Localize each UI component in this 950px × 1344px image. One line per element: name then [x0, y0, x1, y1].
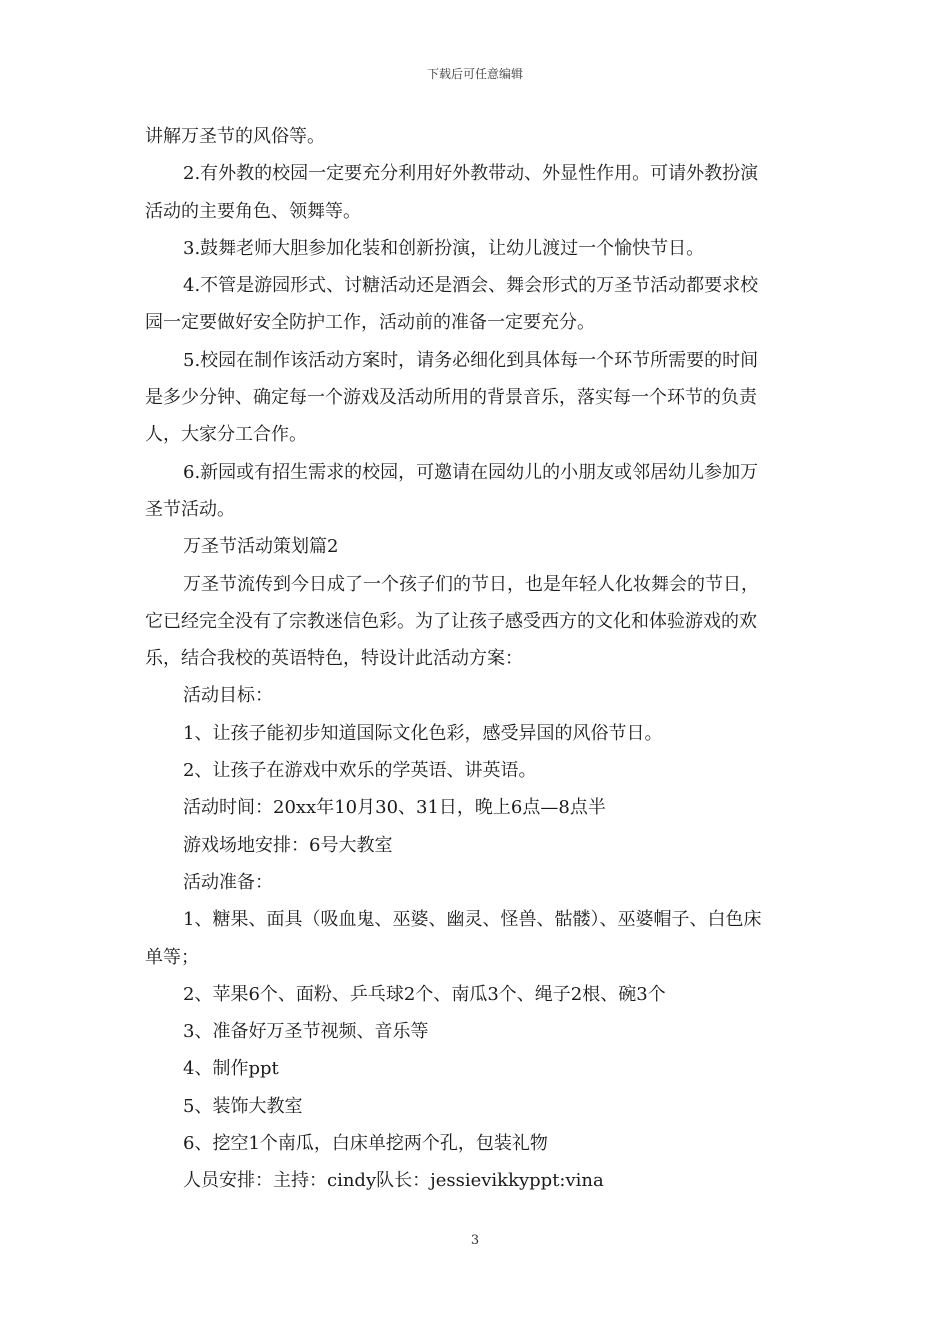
page-number: 3 — [470, 1233, 480, 1248]
text-line: 讲解万圣节的风俗等。 — [145, 126, 325, 147]
text-line: 2.有外教的校园一定要充分利用好外教带动、外显性作用。可请外教扮演 — [183, 163, 759, 185]
text-line: 2、让孩子在游戏中欢乐的学英语、讲英语。 — [183, 760, 537, 782]
text-line: 万圣节活动策划篇2 — [183, 536, 339, 558]
text-line: 单等； — [145, 946, 199, 968]
text-line: 6.新园或有招生需求的校园，可邀请在园幼儿的小朋友或邻居幼儿参加万 — [183, 461, 759, 483]
text-line: 万圣节流传到今日成了一个孩子们的节日，也是年轻人化妆舞会的节日， — [183, 573, 759, 595]
text-line: 圣节活动。 — [145, 498, 235, 520]
text-line: 6、挖空1个南瓜，白床单挖两个孔，包装礼物 — [183, 1133, 548, 1155]
text-line: 1、糖果、面具（吸血鬼、巫婆、幽灵、怪兽、骷髅）、巫婆帽子、白色床 — [183, 909, 762, 931]
text-line: 4.不管是游园形式、讨糖活动还是酒会、舞会形式的万圣节活动都要求校 — [183, 275, 759, 297]
text-line: 活动目标： — [183, 685, 273, 707]
text-line: 是多少分钟、确定每一个游戏及活动所用的背景音乐，落实每一个环节的负责 — [145, 387, 757, 409]
text-line: 活动时间：20xx年10月30、31日，晚上6点—8点半 — [183, 797, 606, 819]
text-line: 它已经完全没有了宗教迷信色彩。为了让孩子感受西方的文化和体验游戏的欢 — [145, 610, 757, 632]
text-line: 1、让孩子能初步知道国际文化色彩，感受异国的风俗节日。 — [183, 722, 663, 744]
text-line: 活动准备： — [183, 871, 273, 893]
text-line: 5、装饰大教室 — [183, 1095, 303, 1117]
text-line: 5.校园在制作该活动方案时，请务必细化到具体每一个环节所需要的时间 — [183, 349, 759, 371]
text-line: 人，大家分工合作。 — [145, 424, 307, 446]
text-line: 3.鼓舞老师大胆参加化装和创新扮演，让幼儿渡过一个愉快节日。 — [183, 237, 705, 259]
document-body — [145, 118, 805, 1200]
page-header: 下载后可任意编辑 — [426, 67, 523, 81]
text-line: 园一定要做好安全防护工作，活动前的准备一定要充分。 — [145, 312, 595, 334]
text-line: 人员安排：主持：cindy队长：jessievikkyppt:vina — [183, 1170, 604, 1192]
text-line: 2、苹果6个、面粉、乒乓球2个、南瓜3个、绳子2根、碗3个 — [183, 983, 666, 1005]
text-line: 4、制作ppt — [183, 1058, 279, 1080]
text-line: 活动的主要角色、领舞等。 — [145, 200, 361, 222]
text-line: 乐，结合我校的英语特色，特设计此活动方案： — [145, 648, 523, 670]
text-line: 游戏场地安排：6号大教室 — [183, 834, 393, 856]
text-line: 3、准备好万圣节视频、音乐等 — [183, 1021, 429, 1043]
